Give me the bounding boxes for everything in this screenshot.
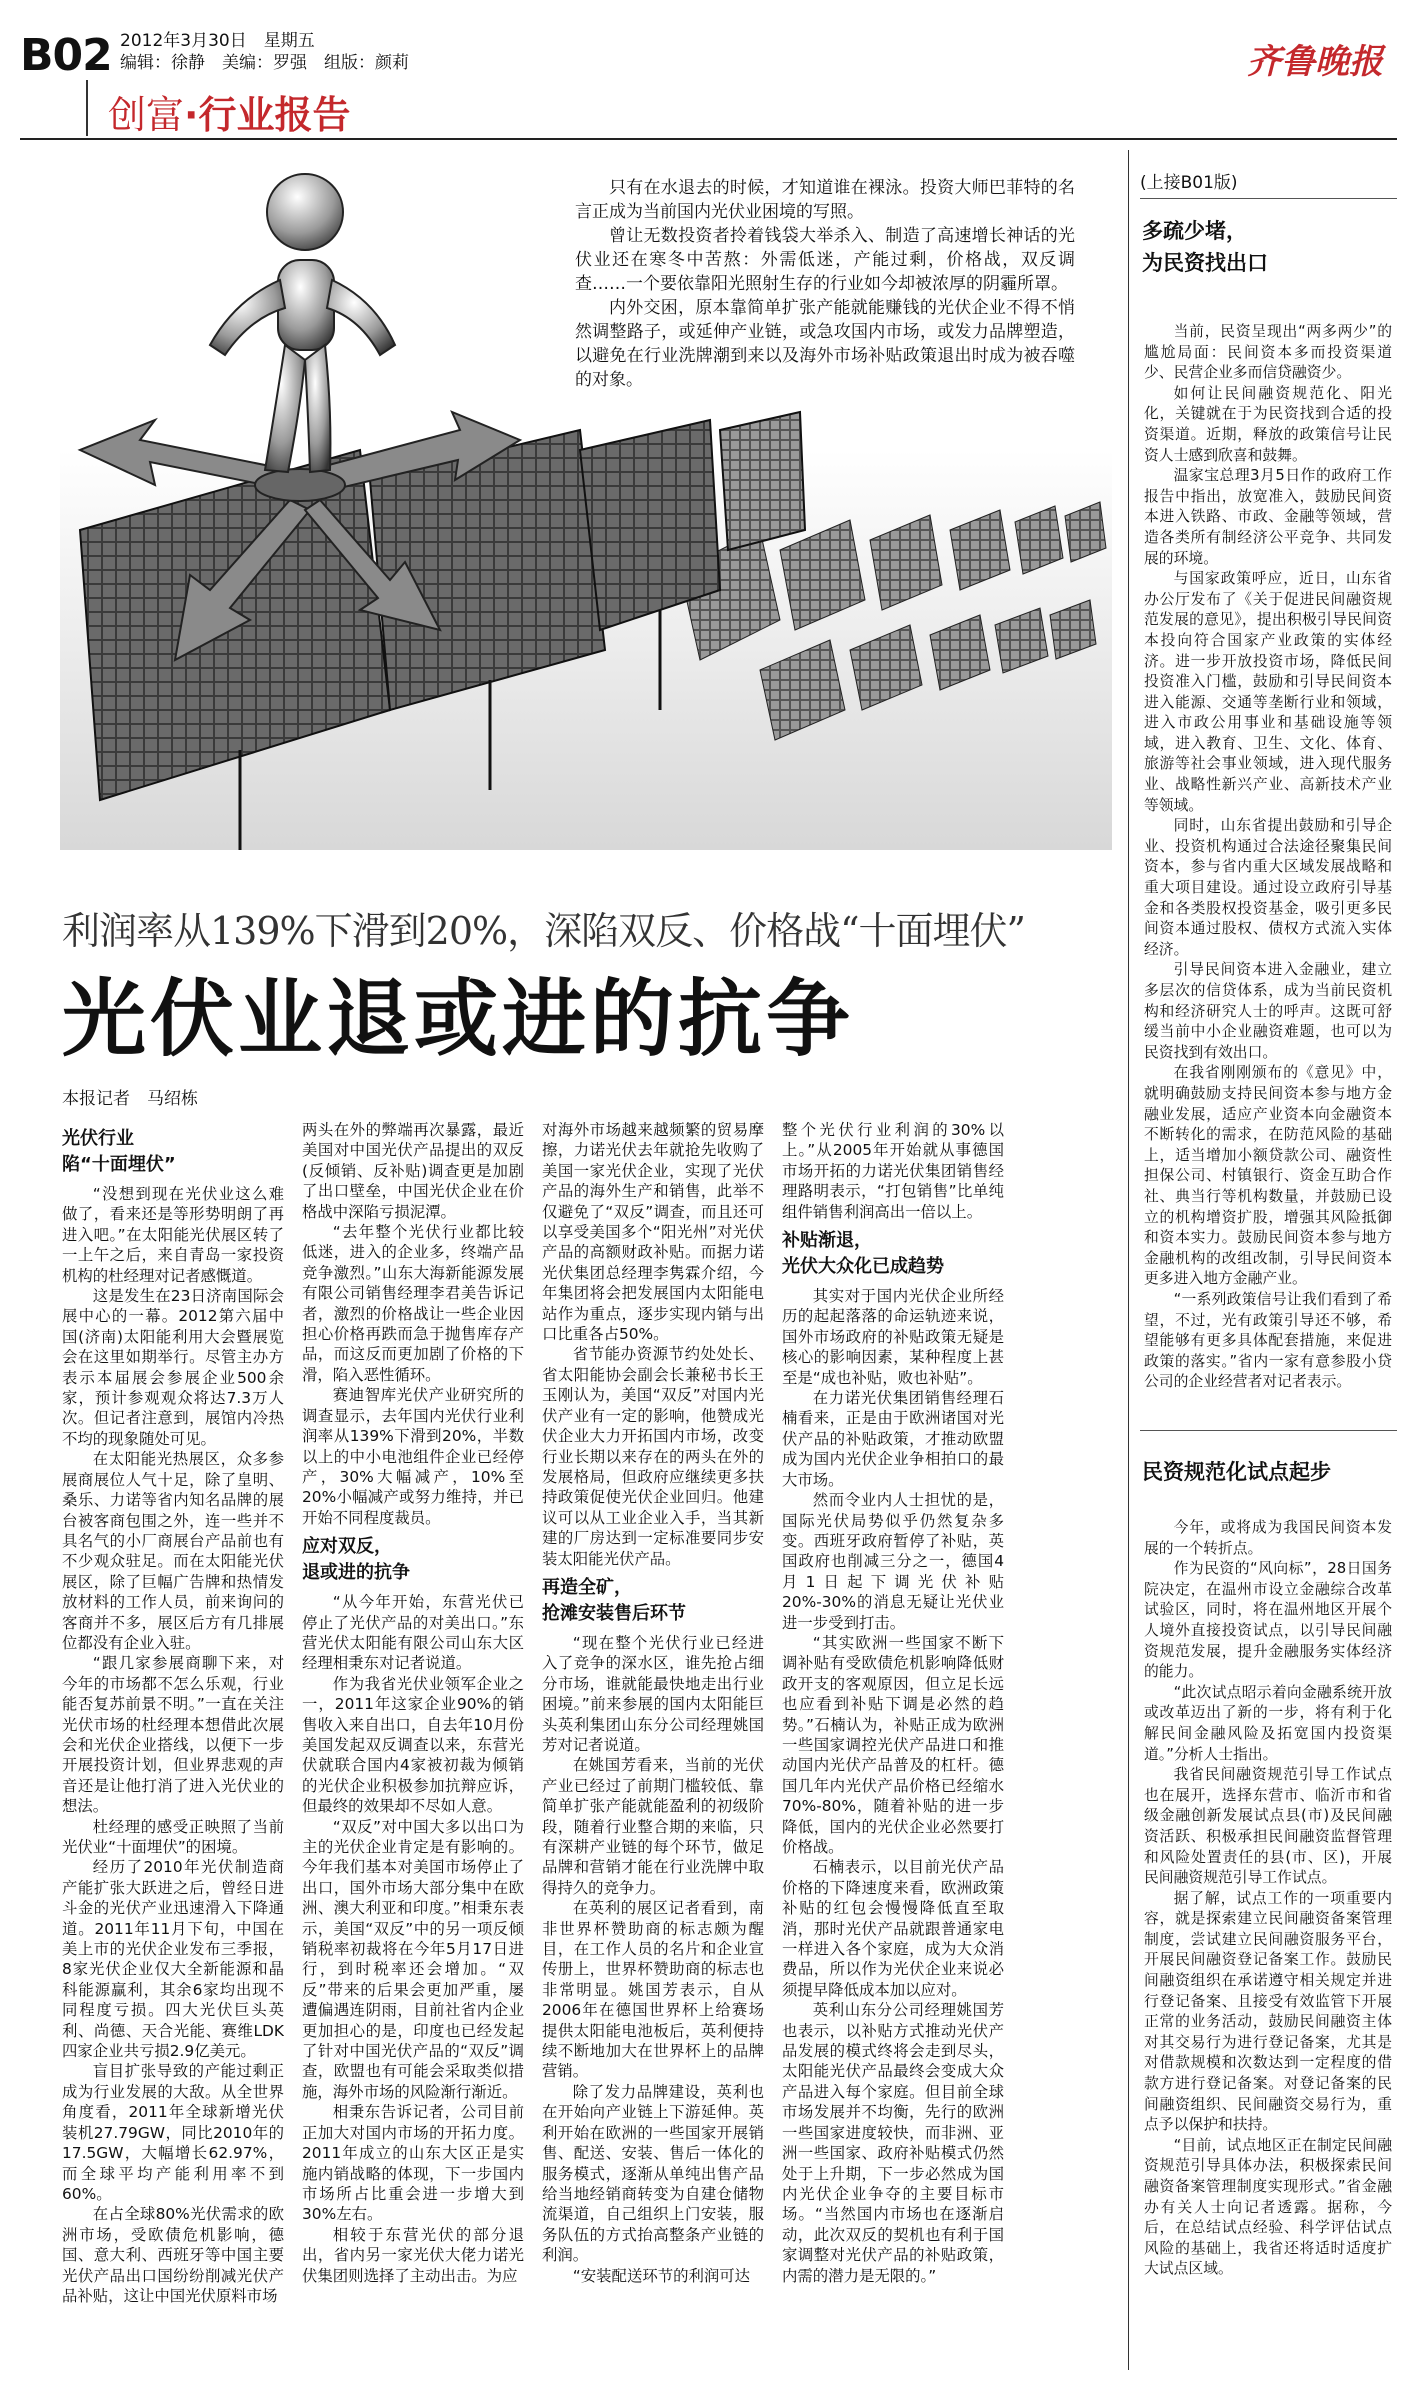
article-column-2 [302,1120,524,2375]
subhead-4: 补贴渐退， 光伏大众化已成趋势 [782,1230,944,1278]
paragraph: “目前，试点地区正在制定民间融资规范引导具体办法，积极探索民间融资备案管理制度实现形式。”省金融办有关人士向记者透露。据称，今后，在总结试点经验、科学评估试点风险的基础上，我省还将适时适度扩大试点区域。 [1144,2136,1392,2278]
paragraph: 在英利的展区记者看到，南非世界杯赞助商的标志颇为醒目，在工作人员的名片和企业宣传册上，世界杯赞助商的标志也非常明显。姚国芳表示，自从2006年在德国世界杯上给赛场提供太阳能电池板后，英利便持续不断地加大在世界杯上的品牌营销。 [542,1899,764,2081]
paragraph: 在姚国芳看来，当前的光伏产业已经过了前期门槛较低、靠简单扩张产能就能盈利的初级阶段，随着行业整合期的来临，只有深耕产业链的每个环节，做足品牌和营销才能在行业洗牌中取得持久的竞争力。 [542,1756,764,1897]
paragraph: “现在整个光伏行业已经进入了竞争的深水区，谁先抢占细分市场，谁就能最快地走出行业困境。”前来参展的国内太阳能巨头英利集团山东分公司经理姚国芳对记者说道。 [542,1633,764,1754]
paragraph: 其实对于国内光伏企业所经历的起起落落的命运轨迹来说，国外市场政府的补贴政策无疑是核心的影响因素，某种程度上甚至是“成也补贴，败也补贴”。 [782,1287,1004,1387]
right-headline-1: 多疏少堵， 为民资找出口 [1142,219,1268,275]
paragraph: 当前，民资呈现出“两多两少”的尴尬局面：民间资本多而投资渠道少、民营企业多而信贷融资少。 [1144,323,1392,382]
right-divider [1140,1430,1397,1431]
subhead-3: 再造全矿， 抢滩安装售后环节 [542,1576,686,1624]
right-divider [1140,198,1397,199]
paragraph: 同时，山东省提出鼓励和引导企业、投资机构通过合法途径聚集民间资本，参与省内重大区域发展战略和重大项目建设。通过设立政府引导基金和各类股权投资基金，吸引更多民间资本通过股权、债权方式流入实体经济。 [1144,817,1392,958]
paragraph: 在力诺光伏集团销售经理石楠看来，正是由于欧洲诸国对光伏产品的补贴政策，才推动欧盟成为国内光伏企业争相拍口的最大市场。 [782,1389,1004,1489]
section-title: 创富·行业报告 [108,93,351,137]
paragraph: 温家宝总理3月5日作的政府工作报告中指出，放宽准入，鼓励民间资本进入铁路、市政、金融等领域，营造各类所有制经济公平竞争、共同发展的环境。 [1144,467,1392,567]
article-deck: 利润率从139%下滑到20%，深陷双反、价格战“十面埋伏” [62,909,1025,953]
paragraph: 作为我省光伏业领军企业之一，2011年这家企业90%的销售收入来自出口，自去年10月份美国发起双反调查以来，东营光伏就联合国内4家被初裁为倾销的光伏企业积极参加抗辩应诉，但最终的效果却不尽如人意。 [302,1674,524,1816]
article-column-1 [62,1120,284,2375]
paragraph: “其实欧洲一些国家不断下调补贴有受欧债危机影响降低财政开支的客观原因，但立足长远也应看到补贴下调是必然的趋势。”石楠认为，补贴正成为欧洲一些国家调控光伏产品进口和推动国内光伏产品普及的杠杆。德国几年内光伏产品价格已经缩水70%-80%，随着补贴的进一步降低，国内的光伏企业必然要打价格战。 [782,1633,1004,1856]
paragraph: 赛迪智库光伏产业研究所的调查显示，去年国内光伏行业利润率从139%下滑到20%，半数以上的中小电池组件企业已经停产，30%大幅减产，10%至20%小幅减产或努力维持，并已开始不同程度裁员。 [302,1386,524,1527]
article-column-3 [542,1120,764,2375]
paragraph: “跟几家参展商聊下来，对今年的市场都不怎么乐观，行业能否复苏前景不明。”一直在关注光伏市场的杜经理本想借此次展会和光伏企业搭线，以便下一步开展投资计划，但业界悲观的声音还是让他打消了进入光伏业的想法。 [62,1654,284,1816]
paragraph: 整个光伏行业利润的30%以上。”从2005年开始就从事德国市场开拓的力诺光伏集团销售经理路明表示，“打包销售”比单纯组件销售利润高出一倍以上。 [782,1121,1004,1221]
paragraph: 相秉东告诉记者，公司目前正加大对国内市场的开拓力度。2011年成立的山东大区正是实施内销战略的体现，下一步国内市场所占比重会进一步增大到30%左右。 [302,2103,524,2224]
section-divider [86,80,88,136]
lead-p3: 内外交困，原本靠简单扩张产能就能赚钱的光伏企业不得不悄然调整路子，或延伸产业链，或急攻国内市场，或发力品牌塑造，以避免在行业洗牌潮到来以及海外市场补贴政策退出时成为被吞噬的对象。 [575,298,1075,390]
paragraph: “从今年开始，东营光伏已停止了光伏产品的对美出口。”东营光伏太阳能有限公司山东大区经理相秉东对记者说道。 [302,1593,524,1673]
article-byline: 本报记者 马绍栋 [62,1089,198,1109]
paragraph: 据了解，试点工作的一项重要内容，就是探索建立民间融资备案管理制度，尝试建立民间融资服务平台，开展民间融资登记备案工作。鼓励民间融资组织在承诺遵守相关规定并进行登记备案、且接受有效监管下开展正常的业务活动，鼓励民间融资主体对其交易行为进行登记备案，尤其是对借款规模和次数达到一定程度的借款方进行登记备案。对登记备案的民间融资组织、民间融资交易行为，重点予以保护和扶持。 [1144,1889,1392,2134]
paragraph: 在占全球80%光伏需求的欧洲市场，受欧债危机影响，德国、意大利、西班牙等中国主要光伏产品出口国纷纷削减光伏产品补贴，这让中国光伏原料市场 [62,2205,284,2305]
paragraph: 除了发力品牌建设，英利也在开始向产业链上下游延伸。英利开始在欧洲的一些国家开展销售、配送、安装、售后一体化的服务模式，逐渐从单纯出售产品给当地经销商转变为自建仓储物流渠道，自己组织上门安装，服务队伍的方式抬高整条产业链的利润。 [542,2082,764,2265]
paragraph: 引导民间资本进入金融业，建立多层次的信贷体系，成为当前民资机构和经济研究人士的呼声。这既可舒缓当前中小企业融资难题，也可以为民资找到有效出口。 [1144,961,1392,1061]
paragraph: 这是发生在23日济南国际会展中心的一幕。2012第六届中国(济南)太阳能利用大会暨展览会在这里如期举行。尽管主办方表示本届展会参展企业500余家，预计参观观众将达7.3万人次。但记者注意到，展馆内冷热不均的现象随处可见。 [62,1287,284,1448]
right-article-2 [1144,1518,1392,2373]
paragraph: 对海外市场越来越频繁的贸易摩擦，力诺光伏去年就抢先收购了美国一家光伏企业，实现了光伏产品的海外生产和销售，此举不仅避免了“双反”调查，而且还可以享受美国多个“阳光州”对光伏产品的高额财政补贴。而据力诺光伏集团总经理李隽霖介绍，今年集团将会把发展国内太阳能电站作为重点，逐步实现内销与出口比重各占50%。 [542,1121,764,1344]
section-prefix: 创富 [108,93,185,137]
page-date: 2012年3月30日 星期五 [120,31,315,51]
newspaper-logo: 齐鲁晚报 [1247,42,1383,82]
top-rule [20,138,1397,140]
paragraph: 经历了2010年光伏制造商产能扩张大跃进之后，曾经日进斗金的光伏产业迅速滑入下降通道。2011年11月下旬，中国在美上市的光伏企业发布三季报，8家光伏企业仅大全新能源和晶科能源赢利，其余6家均出现不同程度亏损。四大光伏巨头英利、尚德、天合光能、赛维LDK四家企业共亏损2.9亿美元。 [62,1858,284,2061]
page-code: B02 [20,30,112,81]
paragraph: “没想到现在光伏业这么难做了，看来还是等形势明朗了再进入吧。”在太阳能光伏展区转了一上午之后，来自青岛一家投资机构的杜经理对记者感慨道。 [62,1185,284,1285]
lead-p2: 曾让无数投资者拎着钱袋大举杀入、制造了高速增长神话的光伏业还在寒冬中苦熬：外需低迷，产能过剩，价格战，双反调查……一个要依靠阳光照射生存的行业如今却被浓厚的阴霾所罩。 [575,226,1075,294]
paragraph: 石楠表示，以目前光伏产品价格的下降速度来看，欧洲政策补贴的红包会慢慢降低直至取消，那时光伏产品就跟普通家电一样进入各个家庭，成为大众消费品，所以作为光伏企业来说必须提早降低成本加以应对。 [782,1858,1004,1999]
lead-p1: 只有在水退去的时候，才知道谁在裸泳。投资大师巴菲特的名言正成为当前国内光伏业困境的写照。 [575,178,1075,222]
paragraph: 两头在外的弊端再次暴露，最近美国对中国光伏产品提出的双反(反倾销、反补贴)调查更是加剧了出口壁垒，中国光伏企业在价格战中深陷亏损泥潭。 [302,1121,524,1221]
paragraph: “去年整个光伏行业都比较低迷，进入的企业多，终端产品竞争激烈。”山东大海新能源发展有限公司销售经理李君美告诉记者，激烈的价格战让一些企业因担心价格再跌而急于抛售库存产品，而这反而更加剧了价格的下滑，陷入恶性循环。 [302,1223,524,1384]
paragraph: 相较于东营光伏的部分退出，省内另一家光伏大佬力诺光伏集团则选择了主动出击。为应 [302,2225,524,2285]
continued-from: (上接B01版) [1140,173,1238,193]
lead-paragraph [575,176,1075,392]
paragraph: 英利山东分公司经理姚国芳也表示，以补贴方式推动光伏产品发展的模式终将会走到尽头，太阳能光伏产品最终会变成大众产品进入每个家庭。但目前全球市场发展并不均衡，先行的欧洲一些国家进度较快，而非洲、亚洲一些国家、政府补贴模式仍然处于上升期，下一步必然成为国内光伏企业争夺的主要目标市场。“当然国内市场也在逐渐启动，此次双反的契机也有利于国家调整对光伏产品的补贴政策，内需的潜力是无限的。” [782,2001,1004,2285]
paragraph: 与国家政策呼应，近日，山东省办公厅发布了《关于促进民间融资规范发展的意见》，提出积极引导民间资本投向符合国家产业政策的实体经济。进一步开放投资市场，降低民间投资准入门槛，鼓励和引导民间资本进入能源、交通等垄断行业和领域，进入市政公用事业和基础设施等领域，进入教育、卫生、文化、体育、旅游等社会事业领域，进入现代服务业、战略性新兴产业、高新技术产业等领域。 [1144,570,1392,814]
paragraph: 在太阳能光热展区，众多参展商展位人气十足，除了皇明、桑乐、力诺等省内知名品牌的展台被客商包围之外，连一些并不具名气的小厂商展台产品前也有不少观众驻足。而在太阳能光伏展区，除了巨幅广告牌和热情发放材料的工作人员，前来询问的客商并不多，展区后方有几排展位都没有企业入驻。 [62,1450,284,1652]
paragraph: 作为民资的“风向标”，28日国务院决定，在温州市设立金融综合改革试验区，同时，将在温州地区开展个人境外直接投资试点，以引导民间融资规范发展，提升金融服务实体经济的能力。 [1144,1560,1392,1681]
paragraph: 在我省刚刚颁布的《意见》中，就明确鼓励支持民间资本参与地方金融业发展，适应产业资本向金融资本不断转化的需求，在防范风险的基础上，适当增加小额贷款公司、融资性担保公司、村镇银行、资金互助合作社、典当行等机构数量，并鼓励已设立的机构增资扩股，增强其风险抵御和资本实力。鼓励民间资本参与地方金融机构的改组改制，引导民间资本更多进入地方金融产业。 [1144,1064,1392,1288]
paragraph: “一系列政策信号让我们看到了希望，不过，光有政策引导还不够，希望能够有更多具体配套措施，来促进政策的落实。”省内一家有意参股小贷公司的企业经营者对记者表示。 [1144,1290,1392,1391]
paragraph: “双反”对中国大多以出口为主的光伏企业肯定是有影响的。今年我们基本对美国市场停止了出口，国外市场大部分集中在欧洲、澳大利亚和印度。”相秉东表示，美国“双反”中的另一项反倾销税率初裁将在今年5月17日进行，到时税率还会增加。“双反”带来的后果会更加严重，屡遭偏遇连阴雨，目前社省内企业更加担心的是，印度也已经发起了针对中国光伏产品的“双反”调查，欧盟也有可能会采取类似措施，海外市场的风险渐行渐近。 [302,1817,524,2101]
subhead-2: 应对双反， 退或进的抗争 [302,1536,410,1584]
article-headline: 光伏业退或进的抗争 [62,970,855,1068]
paragraph: 杜经理的感受正映照了当前光伏业“十面埋伏”的困境。 [62,1817,284,1856]
page-meta [120,30,409,74]
paragraph: 我省民间融资规范引导工作试点也在展开，选择东营市、临沂市和省级金融创新发展试点县(市)及民间融资活跃、积极承担民间融资监督管理和风险处置责任的县(市、区)，开展民间融资规范引导工作试点。 [1144,1766,1392,1887]
paragraph: “此次试点昭示着向金融系统开放或改革迈出了新的一步，将有利于化解民间金融风险及拓宽国内投资渠道。”分析人士指出。 [1144,1683,1392,1763]
page-editors: 编辑：徐静 美编：罗强 组版：颜莉 [120,53,409,73]
right-article-1 [1144,322,1392,1414]
paragraph: “安装配送环节的利润可达 [572,2266,751,2285]
article-column-4 [782,1120,1004,2375]
section-name: 行业报告 [198,93,351,137]
paragraph: 然而令业内人士担忧的是，国际光伏局势似乎仍然复杂多变。西班牙政府暂停了补贴，英国政府也削减三分之一，德国4月1日起下调光伏补贴20%-30%的消息无疑让光伏业进一步受到打击。 [782,1491,1004,1632]
paragraph: 如何让民间融资规范化、阳光化，关键就在于为民资找到合适的投资渠道。近期，释放的政策信号让民资人士感到欣喜和鼓舞。 [1144,384,1392,464]
paragraph: 盲目扩张导致的产能过剩正成为行业发展的大敌。从全世界角度看，2011年全球新增光伏装机27.79GW，同比2010年的17.5GW，大幅增长62.97%，而全球平均产能利用率不到60%。 [62,2062,284,2203]
paragraph: 省节能办资源节约处处长、省太阳能协会副会长兼秘书长王玉刚认为，美国“双反”对国内光伏产业有一定的影响，他赞成光伏企业大力开拓国内市场，改变行业长期以来存在的两头在外的发展格局，但政府应继续更多扶持政策促使光伏企业回归。他建议可以从工业企业入手，当其新建的厂房达到一定标准要同步安装太阳能光伏产品。 [542,1345,764,1568]
column-divider [1128,150,1129,2370]
right-headline-2: 民资规范化试点起步 [1142,1460,1331,1484]
subhead-1: 光伏行业 陷“十面埋伏” [62,1128,176,1175]
paragraph: 今年，或将成为我国民间资本发展的一个转折点。 [1144,1519,1392,1557]
